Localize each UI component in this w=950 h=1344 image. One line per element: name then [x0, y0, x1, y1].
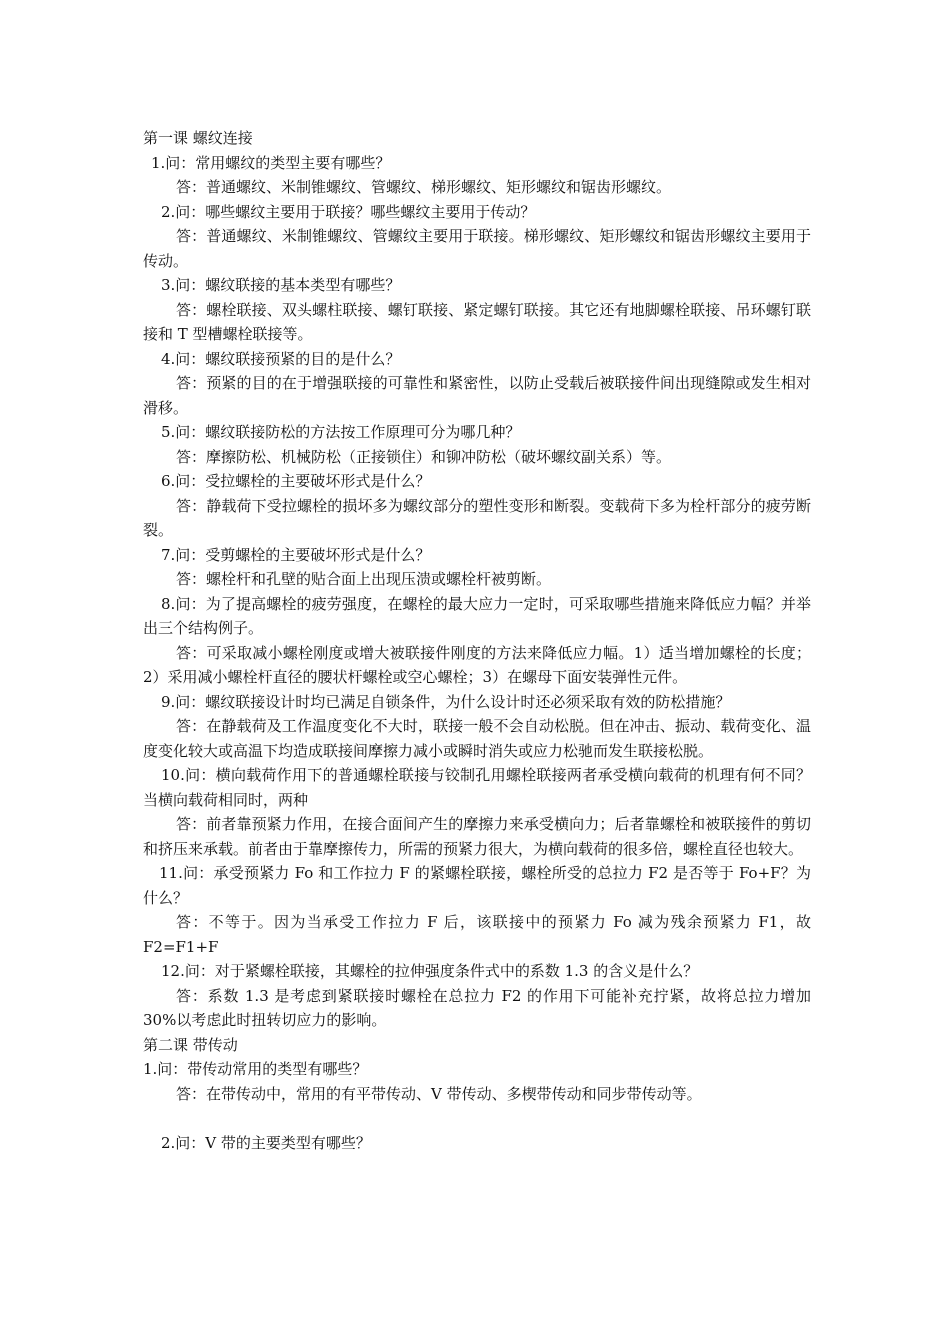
answer-7: 答：螺栓杆和孔壁的贴合面上出现压溃或螺栓杆被剪断。 — [176, 570, 552, 588]
answer-1: 答：普通螺纹、米制锥螺纹、管螺纹、梯形螺纹、矩形螺纹和锯齿形螺纹。 — [176, 178, 672, 196]
question-7: 7.问：受剪螺栓的主要破坏形式是什么？ — [161, 545, 431, 564]
answer-11: 答：不等于。因为当承受工作拉力 F 后，该联接中的预紧力 Fo 减为残余预紧力 F1，故 F2=F1+F — [143, 913, 811, 956]
answer-12: 答：系数 1.3 是考虑到紧联接时螺栓在总拉力 F2 的作用下可能补充拧紧，故将总拉力增加 30%以考虑此时扭转切应力的影响。 — [143, 986, 811, 1029]
question-8: 8.问：为了提高螺栓的疲劳强度，在螺栓的最大应力一定时，可采取哪些措施来降低应力幅？并举出三个结构例子。 — [143, 594, 811, 637]
document-body — [143, 126, 811, 1155]
question-6: 6.问：受拉螺栓的主要破坏形式是什么？ — [161, 472, 431, 490]
lesson2-answer-1: 答：在带传动中，常用的有平带传动、V 带传动、多楔带传动和同步带传动等。 — [176, 1084, 702, 1103]
question-10: 10.问：横向载荷作用下的普通螺栓联接与铰制孔用螺栓联接两者承受横向载荷的机理有何不同？当横向载荷相同时，两种 — [143, 766, 811, 809]
lesson2-question-1: 1.问：带传动常用的类型有哪些？ — [143, 1060, 368, 1078]
question-2: 2.问：哪些螺纹主要用于联接？哪些螺纹主要用于传动？ — [161, 202, 536, 221]
answer-8: 答：可采取减小螺栓刚度或增大被联接件刚度的方法来降低应力幅。1）适当增加螺栓的长度；2）采用减小螺栓杆直径的腰状杆螺栓或空心螺栓；3）在螺母下面安装弹性元件。 — [143, 643, 811, 686]
question-9: 9.问：螺纹联接设计时均已满足自锁条件，为什么设计时还必须采取有效的防松措施？ — [161, 692, 731, 711]
answer-6: 答：静载荷下受拉螺栓的损坏多为螺纹部分的塑性变形和断裂。变载荷下多为栓杆部分的疲劳断裂。 — [143, 496, 811, 539]
lesson2-question-2: 2.问：V 带的主要类型有哪些？ — [161, 1133, 371, 1152]
blank-line — [143, 1106, 811, 1131]
answer-2: 答：普通螺纹、米制锥螺纹、管螺纹主要用于联接。梯形螺纹、矩形螺纹和锯齿形螺纹主要用于传动。 — [143, 227, 811, 270]
answer-5: 答：摩擦防松、机械防松（正接锁住）和铆冲防松（破坏螺纹副关系）等。 — [176, 447, 672, 466]
lesson1-title: 第一课 螺纹连接 — [143, 129, 253, 147]
question-4: 4.问：螺纹联接预紧的目的是什么？ — [161, 349, 401, 368]
answer-4: 答：预紧的目的在于增强联接的可靠性和紧密性，以防止受载后被联接件间出现缝隙或发生相对滑移。 — [143, 374, 811, 417]
question-11: 11.问：承受预紧力 Fo 和工作拉力 F 的紧螺栓联接，螺栓所受的总拉力 F2 是否等于 Fo+F？为什么？ — [143, 864, 811, 907]
question-5: 5.问：螺纹联接防松的方法按工作原理可分为哪几种？ — [161, 423, 521, 441]
answer-3: 答：螺栓联接、双头螺柱联接、螺钉联接、紧定螺钉联接。其它还有地脚螺栓联接、吊环螺钉联接和 T 型槽螺栓联接等。 — [143, 300, 811, 343]
question-12: 12.问：对于紧螺栓联接，其螺栓的拉伸强度条件式中的系数 1.3 的含义是什么？ — [161, 962, 699, 980]
answer-9: 答：在静载荷及工作温度变化不大时，联接一般不会自动松脱。但在冲击、振动、载荷变化、温度变化较大或高温下均造成联接间摩擦力减小或瞬时消失或应力松驰而发生联接松脱。 — [143, 717, 811, 760]
question-1: 1.问：常用螺纹的类型主要有哪些？ — [151, 153, 391, 172]
answer-10: 答：前者靠预紧力作用，在接合面间产生的摩擦力来承受横向力；后者靠螺栓和被联接件的剪切和挤压来承载。前者由于靠摩擦传力，所需的预紧力很大，为横向载荷的很多倍，螺栓直径也较大。 — [143, 815, 811, 858]
question-3: 3.问：螺纹联接的基本类型有哪些？ — [161, 276, 401, 294]
lesson2-title: 第二课 带传动 — [143, 1035, 238, 1054]
